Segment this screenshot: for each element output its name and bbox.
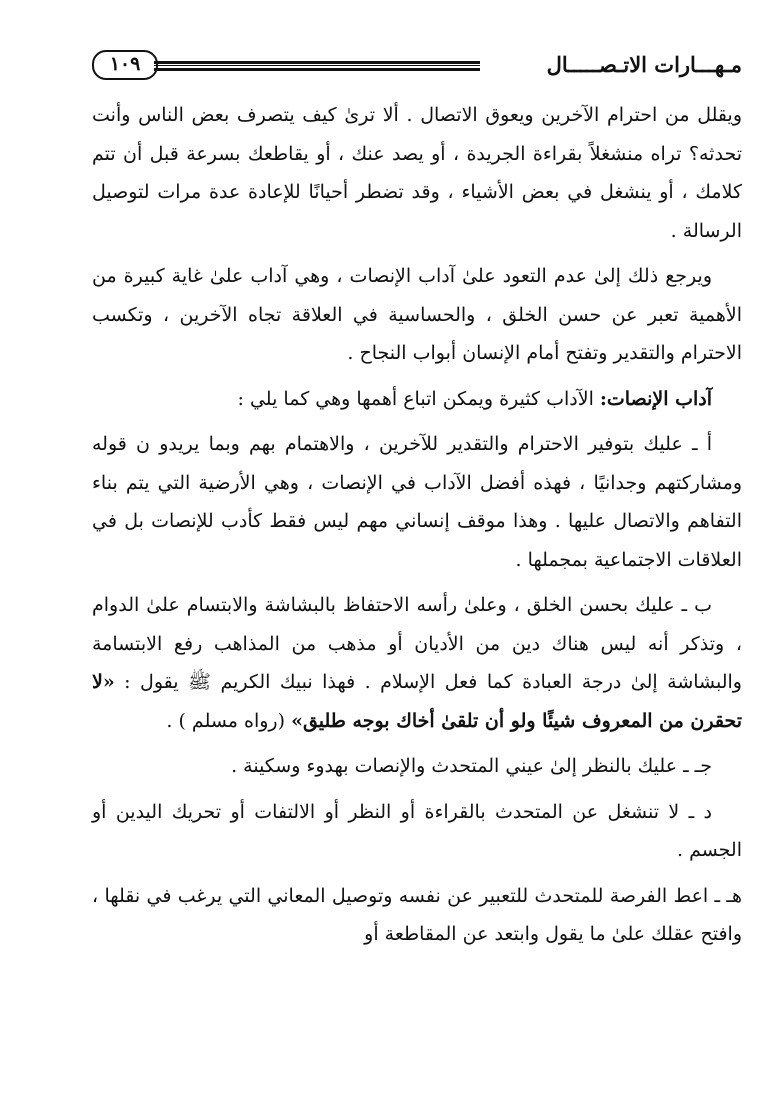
hadith-source: (رواه مسلم ) . bbox=[166, 709, 292, 732]
paragraph-reason: ويرجع ذلك إلىٰ عدم التعود علىٰ آداب الإنصات ، وهي آداب علىٰ غاية كبيرة من الأهمية تعبر عن حسن الخلق ، والحساسية في العلاقة تجاه الآخرين ، وتكسب الاحترام والتقدير وتفتح أمام الإنسان أبواب النجاح . bbox=[92, 265, 742, 364]
section-heading: آداب الإنصات: bbox=[599, 387, 712, 410]
page-body bbox=[92, 96, 742, 961]
book-title: مـهـــارات الاتـصـــــال bbox=[546, 52, 742, 77]
header-rule bbox=[154, 61, 480, 71]
list-item-c: جـ ـ عليك بالنظر إلىٰ عيني المتحدث والإنصات بهدوء وسكينة . bbox=[231, 755, 712, 777]
list-item-b-text: ب ـ عليك بحسن الخلق ، وعلىٰ رأسه الاحتفاظ بالبشاشة والابتسام علىٰ الدوام ، وتذكر أنه ليس هناك دين من الأديان أو مذهب من المذاهب رفع الابتسامة والبشاشة إلىٰ درجة العبادة كما فعل الإسلام . فهذا نبيك الكريم ﷺ يقول : bbox=[92, 594, 742, 693]
paragraph-listening-etiquette bbox=[92, 380, 742, 419]
hadith-quote: «لا تحقرن من المعروف شيئًا ولو أن تلقىٰ أخاك بوجه طليق» bbox=[92, 671, 742, 732]
list-item-e: هـ ـ اعط الفرصة للمتحدث للتعبير عن نفسه وتوصيل المعاني التي يرغب في نقلها ، وافتح عقلك علىٰ ما يقول وابتعد عن المقاطعة أو bbox=[92, 884, 742, 945]
section-intro-text: الآداب كثيرة ويمكن اتباع أهمها وهي كما يلي : bbox=[237, 387, 600, 410]
paragraph-intro: ويقلل من احترام الآخرين ويعوق الاتصال . ألا ترىٰ كيف يتصرف بعض الناس وأنت تحدثه؟ تراه منشغلاً بقراءة الجريدة ، أو يصد عنك ، أو يقاطعك بسرعة قبل أن تتم كلامك ، أو ينشغل في بعض الأشياء ، وقد تضطر أحيانًا للإعادة عدة مرات لتوصيل الرسالة . bbox=[92, 104, 742, 242]
list-item-d: د ـ لا تنشغل عن المتحدث بالقراءة أو النظر أو الالتفات أو تحريك اليدين أو الجسم . bbox=[92, 800, 742, 861]
page-number: ١٠٩ bbox=[92, 50, 158, 80]
running-header bbox=[92, 44, 742, 94]
list-item-a: أ ـ عليك بتوفير الاحترام والتقدير للآخرين ، والاهتمام بهم وبما يريدو ن قوله ومشاركتهم وجدانيًا ، فهذه أفضل الآداب في الإنصات ، وهي الأرضية التي يتم بناء التفاهم والاتصال عليها . وهذا موقف إنساني مهم ليس فقط كأدب للإنصات بل في العلاقات الاجتماعية بمجملها . bbox=[92, 433, 742, 571]
list-item-b bbox=[92, 586, 742, 740]
